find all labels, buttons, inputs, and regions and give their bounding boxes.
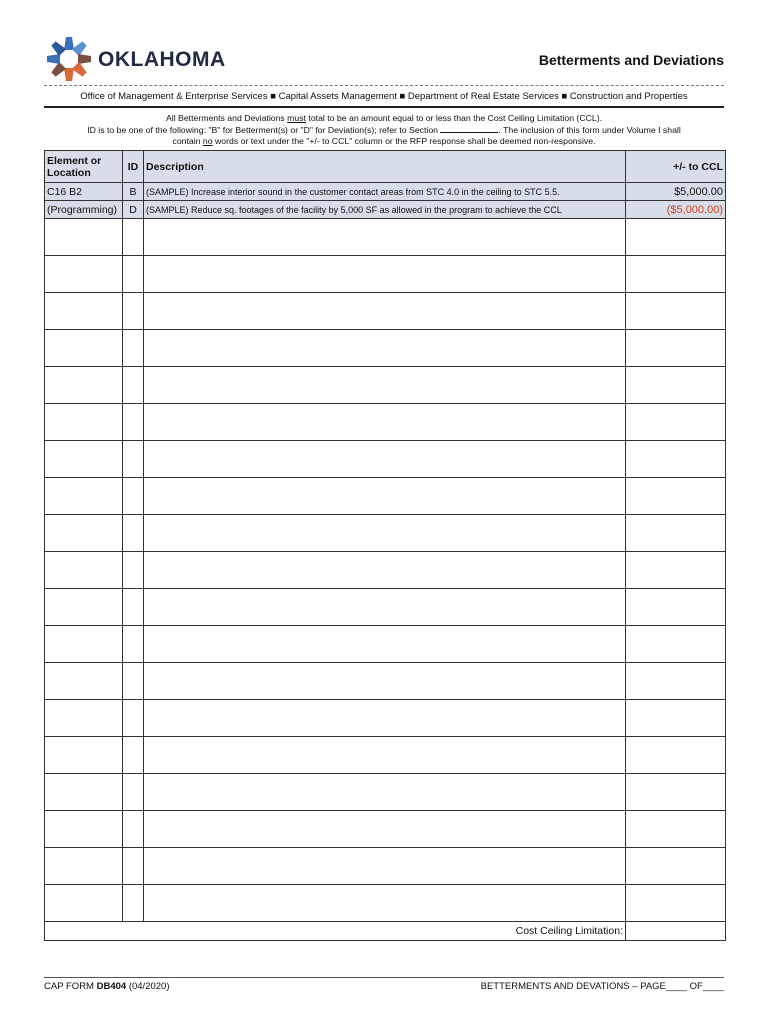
id-cell[interactable]: [123, 737, 144, 774]
amount-cell[interactable]: [626, 367, 726, 404]
table-row: [45, 293, 726, 330]
instructions: [44, 113, 724, 147]
table-row: [45, 515, 726, 552]
location-cell[interactable]: [45, 848, 123, 885]
id-cell[interactable]: [123, 811, 144, 848]
description-cell[interactable]: [144, 219, 626, 256]
id-cell[interactable]: [123, 848, 144, 885]
description-cell[interactable]: [144, 848, 626, 885]
sample-row: [45, 201, 726, 219]
description-cell[interactable]: (SAMPLE) Increase interior sound in the customer contact areas from STC 4.0 in the ceiling to STC 5.5.: [144, 183, 626, 201]
instruction-line-2: ID is to be one of the following: "B" for Betterment(s) or "D" for Deviation(s); refer to Section . The inclusion of this form under Volume I shall: [87, 125, 681, 135]
amount-cell[interactable]: [626, 219, 726, 256]
table-row: [45, 478, 726, 515]
location-cell[interactable]: [45, 885, 123, 922]
description-cell[interactable]: [144, 293, 626, 330]
table-row: [45, 367, 726, 404]
table-row: [45, 441, 726, 478]
description-cell[interactable]: [144, 478, 626, 515]
description-cell[interactable]: [144, 441, 626, 478]
description-cell[interactable]: [144, 330, 626, 367]
location-cell[interactable]: [45, 626, 123, 663]
amount-cell[interactable]: [626, 293, 726, 330]
location-cell[interactable]: [45, 330, 123, 367]
total-row: [45, 922, 726, 941]
description-cell[interactable]: [144, 811, 626, 848]
logo-text: OKLAHOMA: [98, 48, 226, 71]
id-cell[interactable]: [123, 404, 144, 441]
id-cell[interactable]: [123, 256, 144, 293]
id-cell[interactable]: [123, 589, 144, 626]
amount-cell[interactable]: [626, 589, 726, 626]
location-cell[interactable]: [45, 478, 123, 515]
description-cell[interactable]: [144, 515, 626, 552]
description-cell[interactable]: [144, 737, 626, 774]
id-cell[interactable]: [123, 330, 144, 367]
footer-divider: [44, 977, 724, 978]
table-row: [45, 626, 726, 663]
amount-cell[interactable]: [626, 552, 726, 589]
cost-ceiling-value[interactable]: [626, 922, 726, 941]
amount-cell[interactable]: [626, 848, 726, 885]
table-row: [45, 737, 726, 774]
id-cell[interactable]: B: [123, 183, 144, 201]
id-cell[interactable]: [123, 293, 144, 330]
amount-cell[interactable]: [626, 885, 726, 922]
table-row: [45, 700, 726, 737]
id-cell[interactable]: [123, 367, 144, 404]
amount-cell[interactable]: [626, 478, 726, 515]
description-cell[interactable]: [144, 404, 626, 441]
instruction-line-1: All Betterments and Deviations must total to be an amount equal to or less than the Cost Ceiling Limitation (CCL).: [165, 113, 603, 123]
id-cell[interactable]: [123, 478, 144, 515]
form-number: CAP FORM DB404 (04/2020): [44, 981, 170, 992]
location-cell[interactable]: [45, 367, 123, 404]
header-location: Element or Location: [45, 151, 123, 183]
id-cell[interactable]: [123, 885, 144, 922]
description-cell[interactable]: [144, 663, 626, 700]
location-cell[interactable]: (Programming): [45, 201, 123, 219]
department-line: Office of Management & Enterprise Services ■ Capital Assets Management ■ Department of Real Estate Services ■ Construction and Properties: [80, 91, 688, 102]
table-row: [45, 811, 726, 848]
amount-cell[interactable]: [626, 515, 726, 552]
amount-cell[interactable]: [626, 441, 726, 478]
betterments-table: [44, 150, 726, 941]
description-cell[interactable]: [144, 256, 626, 293]
description-cell[interactable]: [144, 774, 626, 811]
location-cell[interactable]: [45, 552, 123, 589]
table-row: [45, 848, 726, 885]
page-number: BETTERMENTS AND DEVATIONS – PAGE____ OF____: [480, 981, 724, 992]
table-header-row: [45, 151, 726, 183]
amount-cell[interactable]: [626, 737, 726, 774]
amount-cell[interactable]: [626, 256, 726, 293]
amount-cell[interactable]: [626, 626, 726, 663]
header-id: ID: [123, 151, 144, 183]
amount-cell[interactable]: [626, 774, 726, 811]
id-cell[interactable]: [123, 515, 144, 552]
location-cell[interactable]: [45, 811, 123, 848]
description-cell[interactable]: [144, 626, 626, 663]
id-cell[interactable]: [123, 700, 144, 737]
location-cell[interactable]: [45, 700, 123, 737]
amount-cell[interactable]: $5,000.00: [626, 183, 726, 201]
amount-cell[interactable]: [626, 330, 726, 367]
description-cell[interactable]: [144, 367, 626, 404]
location-cell[interactable]: C16 B2: [45, 183, 123, 201]
table-row: [45, 256, 726, 293]
table-row: [45, 885, 726, 922]
id-cell[interactable]: [123, 774, 144, 811]
amount-cell[interactable]: [626, 663, 726, 700]
id-cell[interactable]: [123, 552, 144, 589]
instruction-line-3: contain no words or text under the "+/- to CCL" column or the RFP response shall be deemed non-responsive.: [172, 136, 596, 146]
table-row: [45, 663, 726, 700]
location-cell[interactable]: [45, 404, 123, 441]
amount-cell[interactable]: [626, 404, 726, 441]
header-description: Description: [144, 151, 626, 183]
dashed-divider: [44, 85, 724, 86]
id-cell[interactable]: [123, 441, 144, 478]
table-row: [45, 774, 726, 811]
amount-cell[interactable]: ($5,000.00): [626, 201, 726, 219]
id-cell[interactable]: [123, 626, 144, 663]
table-row: [45, 330, 726, 367]
oklahoma-logo: [44, 34, 234, 84]
description-cell[interactable]: [144, 552, 626, 589]
location-cell[interactable]: [45, 515, 123, 552]
header-amount: +/- to CCL: [626, 151, 726, 183]
id-cell[interactable]: D: [123, 201, 144, 219]
table-row: [45, 552, 726, 589]
amount-cell[interactable]: [626, 811, 726, 848]
location-cell[interactable]: [45, 663, 123, 700]
amount-cell[interactable]: [626, 700, 726, 737]
id-cell[interactable]: [123, 663, 144, 700]
location-cell[interactable]: [45, 219, 123, 256]
description-cell[interactable]: [144, 700, 626, 737]
location-cell[interactable]: [45, 256, 123, 293]
description-cell[interactable]: [144, 885, 626, 922]
location-cell[interactable]: [45, 293, 123, 330]
location-cell[interactable]: [45, 737, 123, 774]
table-row: [45, 589, 726, 626]
cost-ceiling-label: Cost Ceiling Limitation:: [45, 922, 626, 941]
table-row: [45, 404, 726, 441]
description-cell[interactable]: (SAMPLE) Reduce sq. footages of the facility by 5,000 SF as allowed in the program to achieve the CCL: [144, 201, 626, 219]
id-cell[interactable]: [123, 219, 144, 256]
location-cell[interactable]: [45, 774, 123, 811]
location-cell[interactable]: [45, 441, 123, 478]
oklahoma-star-icon: [44, 34, 94, 84]
section-blank[interactable]: [440, 124, 498, 133]
header-divider: [44, 106, 724, 108]
table-row: [45, 219, 726, 256]
sample-row: [45, 183, 726, 201]
page-title: Betterments and Deviations: [538, 52, 724, 68]
location-cell[interactable]: [45, 589, 123, 626]
description-cell[interactable]: [144, 589, 626, 626]
